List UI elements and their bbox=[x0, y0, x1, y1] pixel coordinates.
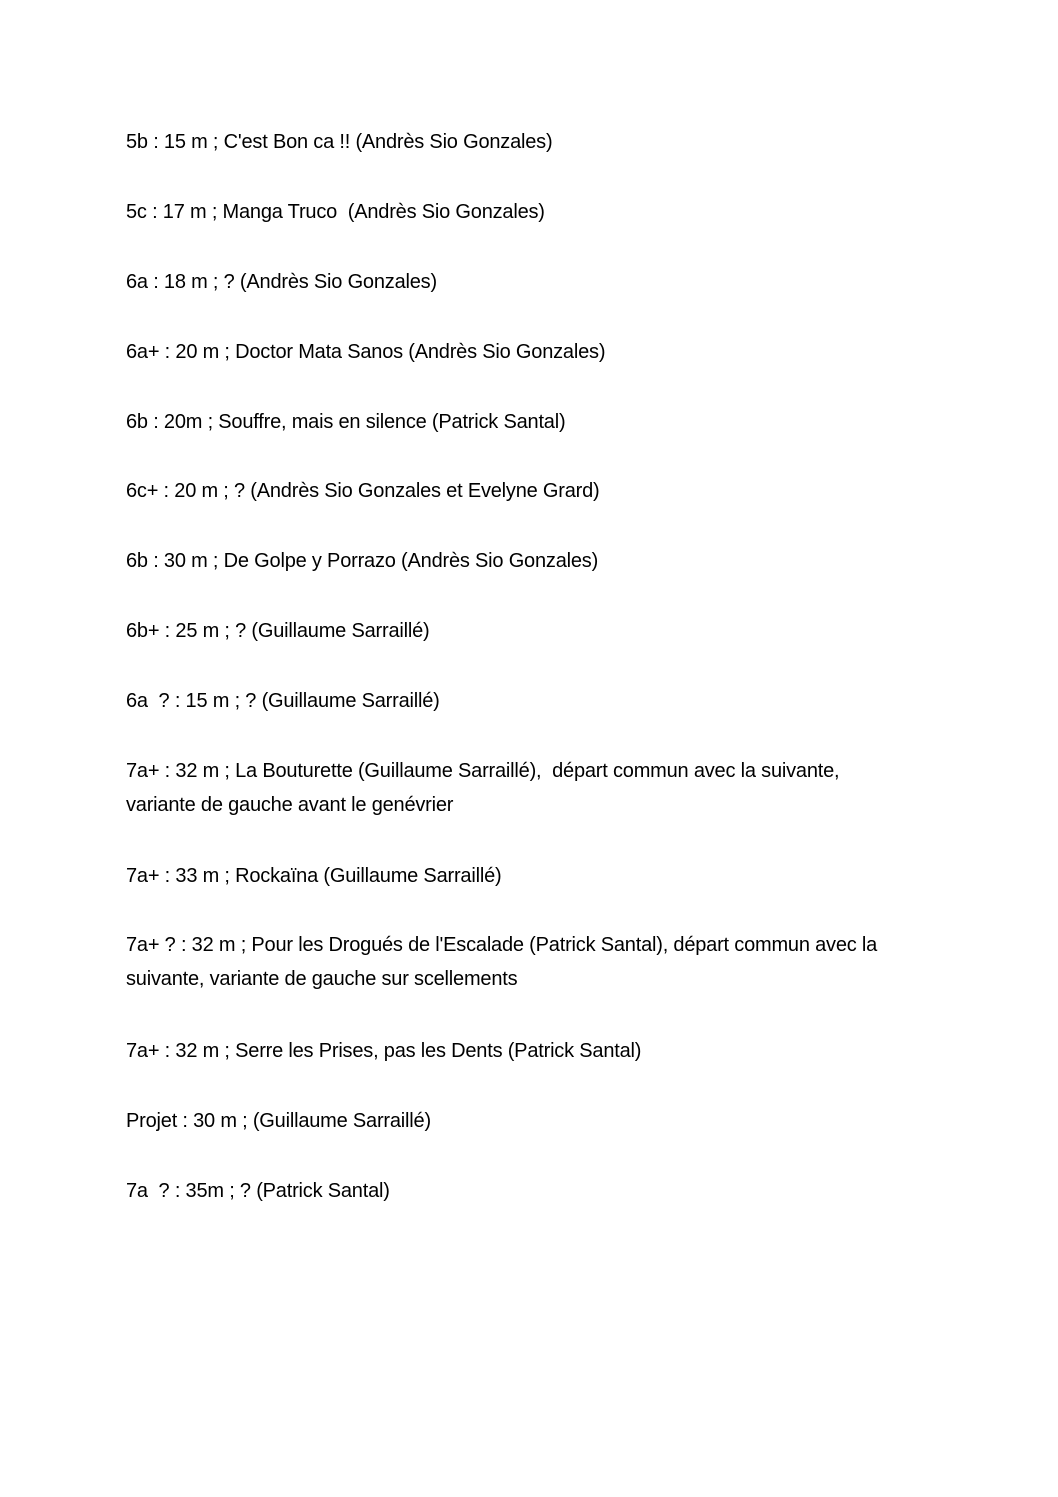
route-entry: 7a+ ? : 32 m ; Pour les Drogués de l'Escalade (Patrick Santal), départ commun avec la suivante, variante de gauche sur scellements bbox=[126, 934, 883, 990]
route-entry: 5b : 15 m ; C'est Bon ca !! (Andrès Sio Gonzales) bbox=[126, 131, 553, 153]
route-entry: 6a : 18 m ; ? (Andrès Sio Gonzales) bbox=[126, 271, 437, 293]
route-entry: 6b : 20m ; Souffre, mais en silence (Patrick Santal) bbox=[126, 411, 566, 433]
route-entry: 6a ? : 15 m ; ? (Guillaume Sarraillé) bbox=[126, 690, 440, 712]
route-entry: 7a+ : 32 m ; Serre les Prises, pas les Dents (Patrick Santal) bbox=[126, 1040, 642, 1062]
route-entry: 7a ? : 35m ; ? (Patrick Santal) bbox=[126, 1180, 390, 1202]
route-entry: 7a+ : 33 m ; Rockaïna (Guillaume Sarraillé) bbox=[126, 865, 502, 887]
route-entry: 6c+ : 20 m ; ? (Andrès Sio Gonzales et Evelyne Grard) bbox=[126, 480, 600, 502]
route-entry: 7a+ : 32 m ; La Bouturette (Guillaume Sarraillé), départ commun avec la suivante, variante de gauche avant le genévrier bbox=[126, 760, 845, 816]
route-entry: 6b : 30 m ; De Golpe y Porrazo (Andrès Sio Gonzales) bbox=[126, 550, 599, 572]
route-entry: 6a+ : 20 m ; Doctor Mata Sanos (Andrès Sio Gonzales) bbox=[126, 341, 606, 363]
route-entry: 5c : 17 m ; Manga Truco (Andrès Sio Gonzales) bbox=[126, 201, 545, 223]
route-entry: Projet : 30 m ; (Guillaume Sarraillé) bbox=[126, 1110, 431, 1132]
route-entry: 6b+ : 25 m ; ? (Guillaume Sarraillé) bbox=[126, 620, 430, 642]
